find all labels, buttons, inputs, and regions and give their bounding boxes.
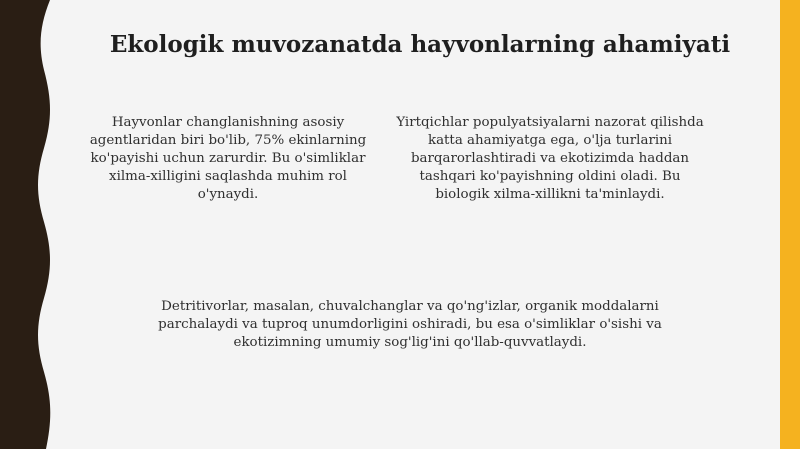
paragraph-detritivores: Detritivorlar, masalan, chuvalchanglar va qo'ng'izlar, organik moddalarni parchalaydi va tuproq unumdorligini oshiradi, bu esa o'simliklar o'sishi va ekotizimning umumiy sog'lig'ini qo'llab-quvvatlaydi. [158,299,662,350]
wavy-left-border [0,0,60,449]
slide-title: Ekologik muvozanatda hayvonlarning ahamiyati [109,31,731,58]
accent-bar [780,0,800,449]
paragraph-predators: Yirtqichlar populyatsiyalarni nazorat qilishda katta ahamiyatga ega, o'lja turlarini barqarorlashtiradi va ekotizimda haddan tashqari ko'payishning oldini oladi. Bu biologik xilma-xillikni ta'minlaydi. [396,115,704,202]
paragraph-pollination: Hayvonlar changlanishning asosiy agentlaridan biri bo'lib, 75% ekinlarning ko'payishi uchun zarurdir. Bu o'simliklar xilma-xilligini saqlashda muhim rol o'ynaydi. [89,115,367,202]
